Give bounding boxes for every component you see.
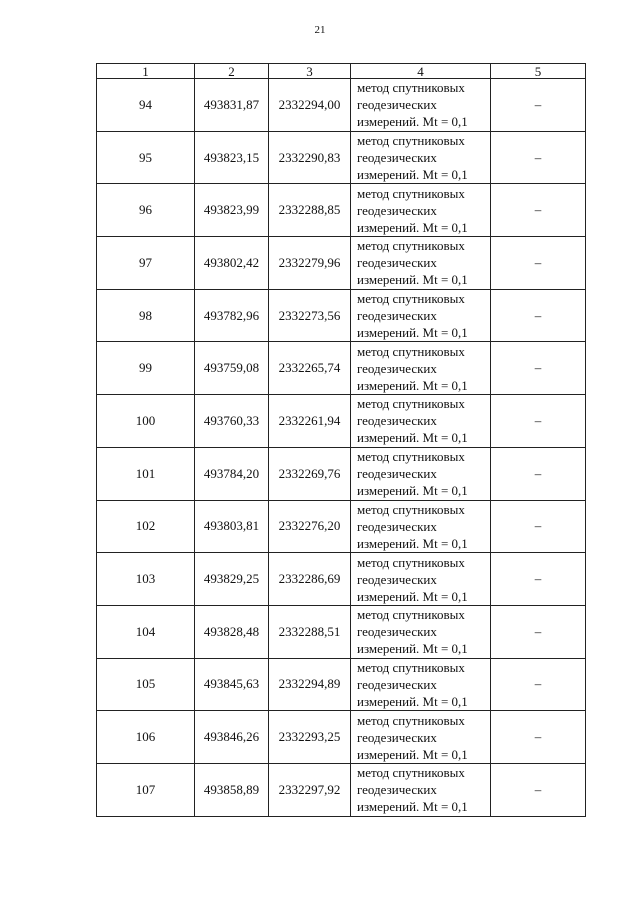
measurement-method [351,184,491,237]
table-row [97,395,586,448]
table-header-row [97,64,586,79]
method-line-1: метод спутниковых [357,659,465,675]
measurement-method [351,237,491,290]
point-note: – [491,184,586,237]
point-note: – [491,500,586,553]
point-number: 104 [97,605,195,658]
point-number: 100 [97,395,195,448]
measurement-method [351,658,491,711]
column-header-2: 2 [195,64,269,79]
point-note: – [491,342,586,395]
coordinate-y: 2332286,69 [269,553,351,606]
column-header-5: 5 [491,64,586,79]
coordinate-y: 2332265,74 [269,342,351,395]
method-line-1: метод спутниковых [357,449,465,465]
method-line-3: измерений. Mt = 0,1 [357,535,468,551]
method-line-3: измерений. Mt = 0,1 [357,272,468,288]
measurement-method [351,500,491,553]
measurement-method [351,605,491,658]
method-line-2: геодезических [357,518,437,534]
coordinate-x: 493823,15 [195,131,269,184]
coordinate-y: 2332288,85 [269,184,351,237]
table-row [97,289,586,342]
point-note: – [491,395,586,448]
method-line-2: геодезических [357,308,437,324]
method-line-2: геодезических [357,466,437,482]
coordinate-x: 493831,87 [195,79,269,132]
method-line-3: измерений. Mt = 0,1 [357,746,468,762]
coordinate-x: 493802,42 [195,237,269,290]
point-number: 98 [97,289,195,342]
table-row [97,763,586,816]
coordinate-y: 2332269,76 [269,447,351,500]
method-line-3: измерений. Mt = 0,1 [357,377,468,393]
method-line-1: метод спутниковых [357,343,465,359]
method-line-1: метод спутниковых [357,765,465,781]
coordinate-x: 493760,33 [195,395,269,448]
table-row [97,447,586,500]
coordinate-x: 493858,89 [195,763,269,816]
coordinate-y: 2332297,92 [269,763,351,816]
measurement-method [351,763,491,816]
table-row [97,342,586,395]
table-row [97,79,586,132]
method-line-2: геодезических [357,782,437,798]
method-line-2: геодезических [357,360,437,376]
coordinate-x: 493823,99 [195,184,269,237]
method-line-1: метод спутниковых [357,185,465,201]
method-line-3: измерений. Mt = 0,1 [357,114,468,130]
point-number: 107 [97,763,195,816]
method-line-1: метод спутниковых [357,607,465,623]
coordinate-y: 2332293,25 [269,711,351,764]
point-note: – [491,447,586,500]
coordinate-y: 2332288,51 [269,605,351,658]
method-line-2: геодезических [357,255,437,271]
measurement-method [351,79,491,132]
point-number: 101 [97,447,195,500]
coordinate-x: 493784,20 [195,447,269,500]
point-number: 97 [97,237,195,290]
method-line-1: метод спутниковых [357,80,465,96]
measurement-method [351,289,491,342]
table-row [97,711,586,764]
point-number: 96 [97,184,195,237]
method-line-2: геодезических [357,97,437,113]
method-line-1: метод спутниковых [357,291,465,307]
coordinate-x: 493782,96 [195,289,269,342]
point-note: – [491,79,586,132]
method-line-2: геодезических [357,729,437,745]
coordinate-x: 493803,81 [195,500,269,553]
method-line-2: геодезических [357,676,437,692]
table-row [97,658,586,711]
measurement-method [351,342,491,395]
coordinate-x: 493829,25 [195,553,269,606]
method-line-2: геодезических [357,202,437,218]
coordinate-y: 2332261,94 [269,395,351,448]
coordinate-y: 2332273,56 [269,289,351,342]
method-line-3: измерений. Mt = 0,1 [357,641,468,657]
table-row [97,500,586,553]
measurement-method [351,711,491,764]
method-line-1: метод спутниковых [357,396,465,412]
point-number: 94 [97,79,195,132]
method-line-3: измерений. Mt = 0,1 [357,430,468,446]
coordinate-y: 2332290,83 [269,131,351,184]
method-line-3: измерений. Mt = 0,1 [357,325,468,341]
method-line-3: измерений. Mt = 0,1 [357,167,468,183]
measurement-method [351,447,491,500]
point-number: 95 [97,131,195,184]
method-line-2: геодезических [357,413,437,429]
method-line-1: метод спутниковых [357,501,465,517]
table-row [97,605,586,658]
point-note: – [491,711,586,764]
coordinates-table [96,63,586,817]
method-line-2: геодезических [357,624,437,640]
method-line-3: измерений. Mt = 0,1 [357,799,468,815]
coordinate-x: 493845,63 [195,658,269,711]
column-header-3: 3 [269,64,351,79]
coordinate-x: 493828,48 [195,605,269,658]
table-row [97,237,586,290]
page-number: 21 [314,24,326,36]
coordinate-y: 2332294,00 [269,79,351,132]
point-note: – [491,237,586,290]
point-note: – [491,131,586,184]
point-note: – [491,763,586,816]
table-row [97,131,586,184]
point-number: 106 [97,711,195,764]
measurement-method [351,553,491,606]
table-row [97,553,586,606]
measurement-method [351,131,491,184]
point-note: – [491,553,586,606]
method-line-3: измерений. Mt = 0,1 [357,219,468,235]
measurement-method [351,395,491,448]
point-number: 99 [97,342,195,395]
coordinate-y: 2332294,89 [269,658,351,711]
coordinate-x: 493846,26 [195,711,269,764]
coordinate-x: 493759,08 [195,342,269,395]
point-number: 105 [97,658,195,711]
point-note: – [491,658,586,711]
method-line-1: метод спутниковых [357,554,465,570]
method-line-1: метод спутниковых [357,133,465,149]
table-body [97,79,586,817]
method-line-2: геодезических [357,150,437,166]
column-header-4: 4 [351,64,491,79]
point-number: 103 [97,553,195,606]
point-note: – [491,289,586,342]
method-line-3: измерений. Mt = 0,1 [357,693,468,709]
coordinate-y: 2332276,20 [269,500,351,553]
method-line-1: метод спутниковых [357,712,465,728]
method-line-2: геодезических [357,571,437,587]
point-note: – [491,605,586,658]
method-line-1: метод спутниковых [357,238,465,254]
point-number: 102 [97,500,195,553]
column-header-1: 1 [97,64,195,79]
coordinate-y: 2332279,96 [269,237,351,290]
table-row [97,184,586,237]
method-line-3: измерений. Mt = 0,1 [357,483,468,499]
method-line-3: измерений. Mt = 0,1 [357,588,468,604]
